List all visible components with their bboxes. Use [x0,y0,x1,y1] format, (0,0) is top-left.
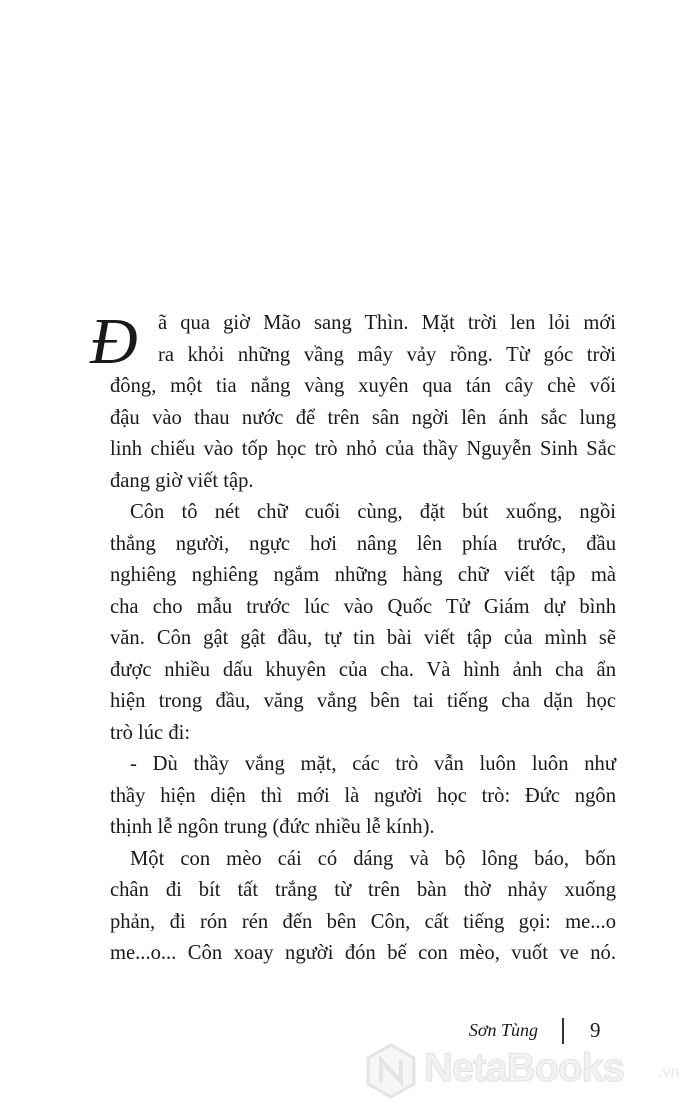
text-line: Một con mèo cái có dáng và bộ lông báo, bốn [130,847,616,870]
paragraph-4 [110,844,616,970]
paragraph-3 [110,749,616,844]
text-line: trò lúc đi: [110,721,191,744]
text-line: - Dù thầy vắng mặt, các trò vẫn luôn luôn như [130,753,616,775]
text-line: ra khỏi những vầng mây vảy rồng. Từ góc trời [158,343,616,366]
text-line: ã qua giờ Mão sang Thìn. Mặt trời len lỏi mới [158,312,616,334]
text-line: được nhiều dấu khuyên của cha. Và hình ảnh cha ẩn [110,658,616,681]
text-line: văn. Côn gật gật đầu, tự tin bài viết tập của mình sẽ [110,627,616,649]
netabooks-logo-icon [362,1042,420,1100]
text-line: hiện trong đầu, văng vẳng bên tai tiếng cha dặn học [110,690,616,712]
text-line: chân đi bít tất trắng từ trên bàn thờ nhảy xuống [110,879,616,901]
watermark [362,1042,692,1102]
text-line: cha cho mẫu trước lúc vào Quốc Tử Giám dự bình [110,595,616,618]
text-line: thịnh lễ ngôn trung (đức nhiều lễ kính). [110,816,435,838]
text-line: đông, một tia nắng vàng xuyên qua tán cây chè vối [110,375,616,397]
paragraph-2 [110,497,616,749]
text-line: linh chiếu vào tốp học trò nhỏ của thầy Nguyễn Sinh Sắc [110,438,616,460]
text-line: phản, đi rón rén đến bên Côn, cất tiếng gọi: me...o [110,910,616,933]
watermark-suffix: .vn [658,1064,680,1081]
text-line: Côn tô nét chữ cuối cùng, đặt bút xuống, ngồi [130,501,616,523]
drop-cap: Đ [90,305,138,378]
author-name: Sơn Tùng [468,1020,538,1040]
text-line: nghiêng nghiêng ngắm những hàng chữ viết tập mà [110,564,616,586]
text-line: đang giờ viết tập. [110,469,254,492]
text-line: thẳng người, ngực hơi nâng lên phía trước, đầu [110,532,616,555]
page-number: 9 [590,1018,601,1042]
text-line: thầy hiện diện thì mới là người học trò: Đức ngôn [110,784,616,807]
text-line: me...o... Côn xoay người đón bế con mèo, vuốt ve nó. [110,942,616,964]
paragraph-1 [90,305,616,497]
watermark-text: NetaBooks [424,1046,624,1090]
text-line: đậu vào thau nước để trên sân ngời lên ánh sắc lung [110,406,616,429]
footer-divider [562,1018,564,1044]
book-page-text [90,305,616,970]
